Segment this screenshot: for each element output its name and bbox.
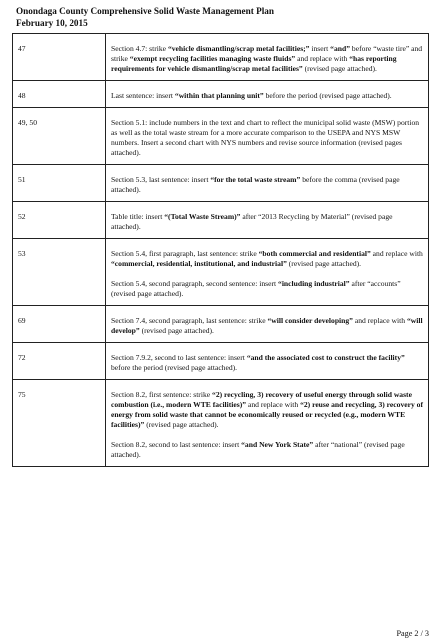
change-paragraph — [111, 249, 423, 269]
text-run: Section 7.4, second paragraph, last sentence: strike — [111, 316, 268, 325]
text-run: Section 7.9.2, second to last sentence: insert — [111, 353, 247, 362]
table-row — [13, 343, 429, 380]
document-title: Onondaga County Comprehensive Solid Waste Management Plan — [16, 6, 274, 16]
change-paragraph — [111, 440, 423, 460]
change-paragraph — [111, 316, 423, 336]
page-number-cell: 51 — [13, 165, 106, 202]
bold-text-run: “and” — [330, 44, 350, 53]
text-run: Section 5.1: include numbers in the text and chart to reflect the municipal solid waste (MSW) portion as well as the total waste stream for a more accurate comparison to the USEPA and NYS MSW numbers. Insert a second chart with NYS numbers and revise source information (revised pages attached). — [111, 118, 420, 157]
change-paragraph — [111, 212, 423, 232]
bold-text-run: “commercial, residential, institutional, and industrial” — [111, 259, 287, 268]
bold-text-run: “including industrial” — [278, 279, 350, 288]
bold-text-run: “and New York State” — [241, 440, 314, 449]
table-row — [13, 108, 429, 165]
text-run: (revised page attached). — [302, 64, 377, 73]
bold-text-run: “2) reuse and recycling, 3) recovery of energy from solid waste that cannot be economically reused or recycled (e.g., modern WTE facilities)” — [111, 400, 424, 429]
text-run: Section 5.3, last sentence: insert — [111, 175, 211, 184]
changes-table-body — [13, 34, 429, 467]
text-run: and replace with — [246, 400, 301, 409]
change-description-cell — [106, 380, 429, 467]
text-run: and replace with — [295, 54, 350, 63]
change-description-cell — [106, 239, 429, 306]
change-description-cell — [106, 343, 429, 380]
table-row — [13, 239, 429, 306]
bold-text-run: “for the total waste stream” — [210, 175, 301, 184]
table-row — [13, 380, 429, 467]
text-run: insert — [309, 44, 331, 53]
table-row — [13, 306, 429, 343]
text-run: (revised page attached). — [286, 259, 362, 268]
page-number-cell: 75 — [13, 380, 106, 467]
text-run: (revised page attached). — [144, 420, 219, 429]
text-run: before “waste tire” and strike — [111, 44, 423, 63]
table-row — [13, 202, 429, 239]
document-date: February 10, 2015 — [16, 17, 88, 28]
document-header — [16, 6, 274, 29]
text-run: Last sentence: insert — [111, 91, 175, 100]
table-row — [13, 81, 429, 108]
bold-text-run: “has reporting requirements for vehicle dismantling/scrap metal facilities” — [111, 54, 397, 73]
bold-text-run: “will develop” — [111, 316, 423, 335]
text-run: before the period (revised page attached). — [263, 91, 392, 100]
table-row — [13, 34, 429, 81]
change-description-cell — [106, 202, 429, 239]
change-description-cell — [106, 81, 429, 108]
text-run: Section 4.7: strike — [111, 44, 168, 53]
bold-text-run: “within that planning unit” — [174, 91, 264, 100]
change-description-cell — [106, 165, 429, 202]
bold-text-run: “(Total Waste Stream)” — [164, 212, 241, 221]
text-run: Section 5.4, second paragraph, second sentence: insert — [111, 279, 279, 288]
page-number-cell: 52 — [13, 202, 106, 239]
bold-text-run: “2) recycling, 3) recovery of useful energy through solid waste combustion (i.e., modern WTE facilities)” — [111, 390, 412, 409]
change-paragraph — [111, 44, 423, 74]
text-run: Section 5.4, first paragraph, last sentence: strike — [111, 249, 259, 258]
change-paragraph — [111, 353, 423, 373]
change-description-cell — [106, 108, 429, 165]
text-run: after “national” (revised page attached). — [111, 440, 405, 459]
change-paragraph — [111, 390, 423, 430]
bold-text-run: “both commercial and residential” — [258, 249, 371, 258]
page-number-cell: 72 — [13, 343, 106, 380]
page-number-cell: 53 — [13, 239, 106, 306]
bold-text-run: “vehicle dismantling/scrap metal facilities;” — [167, 44, 310, 53]
text-run: before the period (revised page attached). — [111, 363, 238, 372]
page-number-cell: 49, 50 — [13, 108, 106, 165]
change-paragraph — [111, 91, 423, 101]
text-run: and replace with — [370, 249, 423, 258]
page-number-cell: 47 — [13, 34, 106, 81]
text-run: before the comma (revised page attached). — [111, 175, 400, 194]
change-description-cell — [106, 306, 429, 343]
bold-text-run: “will consider developing” — [267, 316, 353, 325]
text-run: and replace with — [352, 316, 407, 325]
change-paragraph — [111, 118, 423, 158]
text-run: after “accounts” (revised page attached). — [111, 279, 401, 298]
page-number: Page 2 / 3 — [396, 629, 429, 638]
change-paragraph — [111, 175, 423, 195]
text-run: Section 8.2, first sentence: strike — [111, 390, 213, 399]
change-paragraph — [111, 279, 423, 299]
bold-text-run: “and the associated cost to construct the facility” — [246, 353, 405, 362]
changes-table — [12, 33, 429, 467]
text-run: (revised page attached). — [139, 326, 214, 335]
change-description-cell — [106, 34, 429, 81]
text-run: after “2013 Recycling by Material” (revised page attached). — [111, 212, 393, 231]
bold-text-run: “exempt recycling facilities managing waste fluids” — [129, 54, 296, 63]
text-run: Section 8.2, second to last sentence: insert — [111, 440, 242, 449]
page-number-cell: 69 — [13, 306, 106, 343]
page-number-cell: 48 — [13, 81, 106, 108]
table-row — [13, 165, 429, 202]
text-run: Table title: insert — [111, 212, 165, 221]
